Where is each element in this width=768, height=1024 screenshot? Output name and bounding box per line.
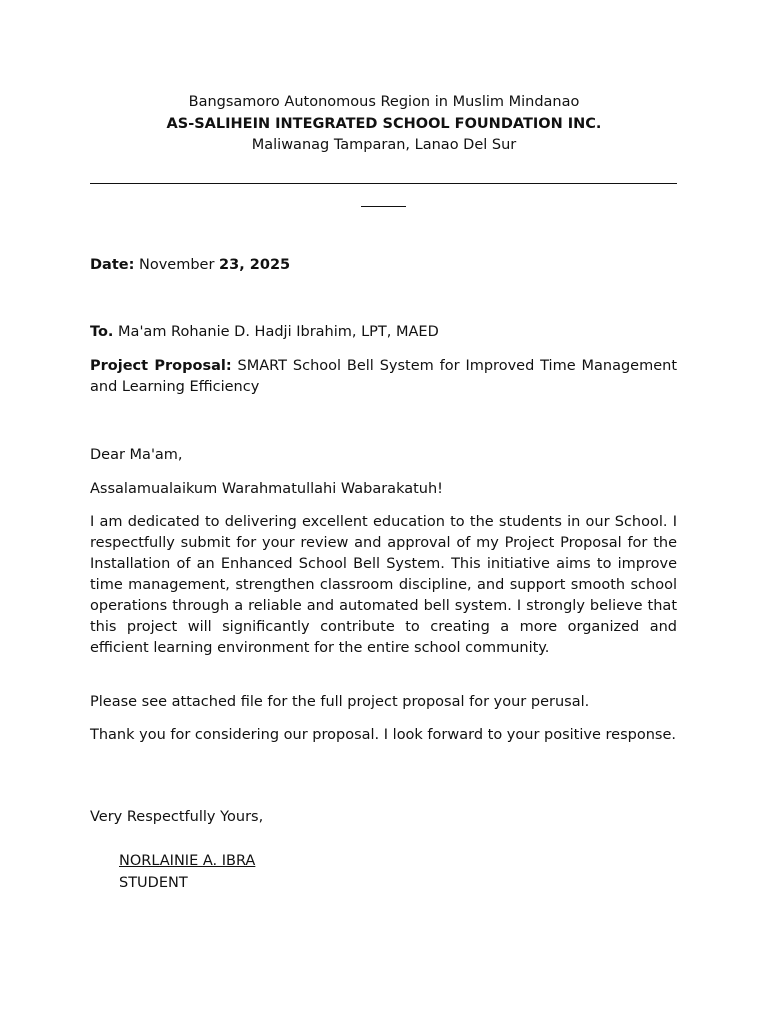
proposal-line (90, 356, 677, 398)
proposal-label: Project Proposal: (90, 358, 232, 374)
header-divider-continuation (361, 206, 406, 207)
body-paragraph-3: Thank you for considering our proposal. I look forward to your positive response. (90, 727, 676, 743)
signatory-role: STUDENT (119, 875, 188, 891)
body-paragraph-2: Please see attached file for the full project proposal for your perusal. (90, 694, 590, 710)
body-paragraph-1: I am dedicated to delivering excellent education to the students in our School. I respectfully submit for your review and approval of my Project Proposal for the Installation of an Enhanced School Bell System. This initiative aims to improve time management, strengthen classroom discipline, and support smooth school operations through a reliable and automated bell system. I strongly believe that this project will significantly contribute to creating a more organized and efficient learning environment for the entire school community. (90, 514, 677, 656)
date-line (90, 255, 677, 276)
date-month: November (139, 257, 215, 273)
greeting: Assalamualaikum Warahmatullahi Wabarakatuh! (90, 481, 443, 497)
letterhead (0, 92, 768, 157)
header-divider (90, 183, 677, 184)
recipient-line (90, 322, 677, 343)
recipient-name: Ma'am Rohanie D. Hadji Ibrahim, LPT, MAED (118, 324, 439, 340)
signature-block (119, 850, 255, 894)
region-line: Bangsamoro Autonomous Region in Muslim Mindanao (188, 94, 580, 110)
proposal-title: SMART School Bell System for Improved Time Management and Learning Efficiency (90, 358, 678, 395)
school-address: Maliwanag Tamparan, Lanao Del Sur (251, 137, 517, 153)
date-day-year: 23, 2025 (219, 257, 291, 273)
school-name: AS-SALIHEIN INTEGRATED SCHOOL FOUNDATION INC. (166, 115, 602, 132)
closing: Very Respectfully Yours, (90, 809, 264, 825)
date-label: Date: (90, 257, 135, 273)
salutation: Dear Ma'am, (90, 447, 183, 463)
signatory-name: NORLAINIE A. IBRA (119, 853, 256, 869)
to-label: To. (90, 324, 114, 340)
